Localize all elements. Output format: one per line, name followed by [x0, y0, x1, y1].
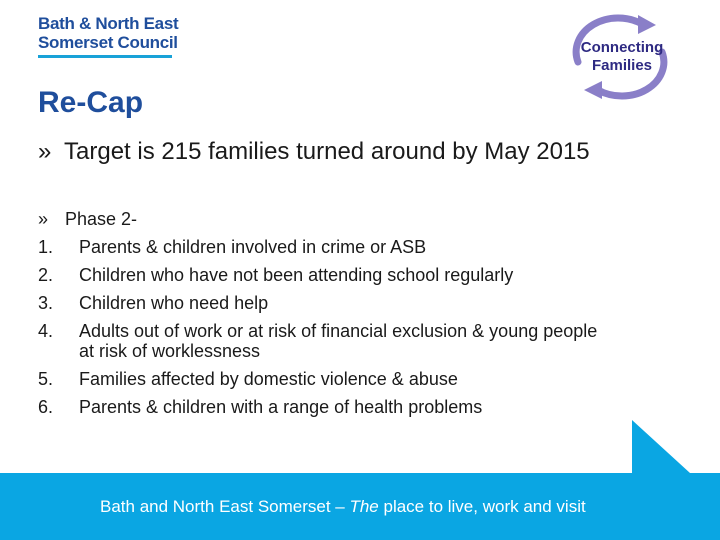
list-item-text: [79, 233, 678, 261]
footer-tagline: [100, 497, 586, 517]
footer-text-after: place to live, work and visit: [378, 497, 586, 516]
connecting-families-logo: [560, 12, 680, 100]
list-item: [38, 233, 678, 261]
list-item-number: 3.: [38, 293, 54, 313]
logo-arrowhead-top: [638, 15, 656, 34]
phase-items: [38, 233, 678, 421]
council-logo: [38, 14, 178, 58]
council-logo-underline: [38, 55, 172, 58]
list-item-line: Children who have not been attending school regularly: [79, 265, 514, 285]
list-item-number: 1.: [38, 237, 54, 257]
list-item-line: Adults out of work or at risk of financial exclusion & young people: [79, 321, 598, 341]
logo-arrowhead-bottom: [584, 81, 602, 99]
bullet-marker: »: [38, 209, 49, 229]
phase-heading: [38, 205, 678, 233]
list-item-number: 5.: [38, 369, 54, 389]
list-item: [38, 289, 678, 317]
list-item-line: Parents & children involved in crime or ASB: [79, 237, 427, 257]
list-item-text: [79, 317, 678, 365]
list-item-number: 4.: [38, 321, 54, 341]
logo-text-connecting: Connecting: [580, 39, 664, 56]
list-item: [38, 261, 678, 289]
target-bullet: [38, 137, 658, 167]
target-text: Target is 215 families turned around by May 2015: [64, 138, 590, 165]
footer-text-italic: The: [349, 497, 379, 516]
list-item-line: at risk of worklessness: [79, 341, 261, 361]
phase-list: [38, 205, 678, 421]
list-item-text: [79, 365, 678, 393]
phase-label: Phase 2-: [65, 209, 138, 229]
council-logo-line2: Somerset Council: [38, 33, 178, 52]
list-item-text: [79, 289, 678, 317]
slide-title: Re-Cap: [38, 86, 144, 119]
list-item-number: 2.: [38, 265, 54, 285]
logo-text-families: Families: [591, 57, 653, 74]
list-item-text: [79, 261, 678, 289]
list-item: [38, 317, 678, 365]
bullet-marker: »: [38, 138, 52, 165]
list-item: [38, 393, 678, 421]
list-item-line: Children who need help: [79, 293, 269, 313]
list-item-text: [79, 393, 678, 421]
list-item-line: Families affected by domestic violence & abuse: [79, 369, 458, 389]
council-logo-line1: Bath & North East: [38, 14, 179, 33]
footer-text-before: Bath and North East Somerset –: [100, 497, 350, 516]
corner-triangle-decoration: [632, 420, 690, 473]
list-item-line: Parents & children with a range of health problems: [79, 397, 483, 417]
list-item: [38, 365, 678, 393]
list-item-number: 6.: [38, 397, 54, 417]
corner-triangle: [632, 420, 690, 473]
